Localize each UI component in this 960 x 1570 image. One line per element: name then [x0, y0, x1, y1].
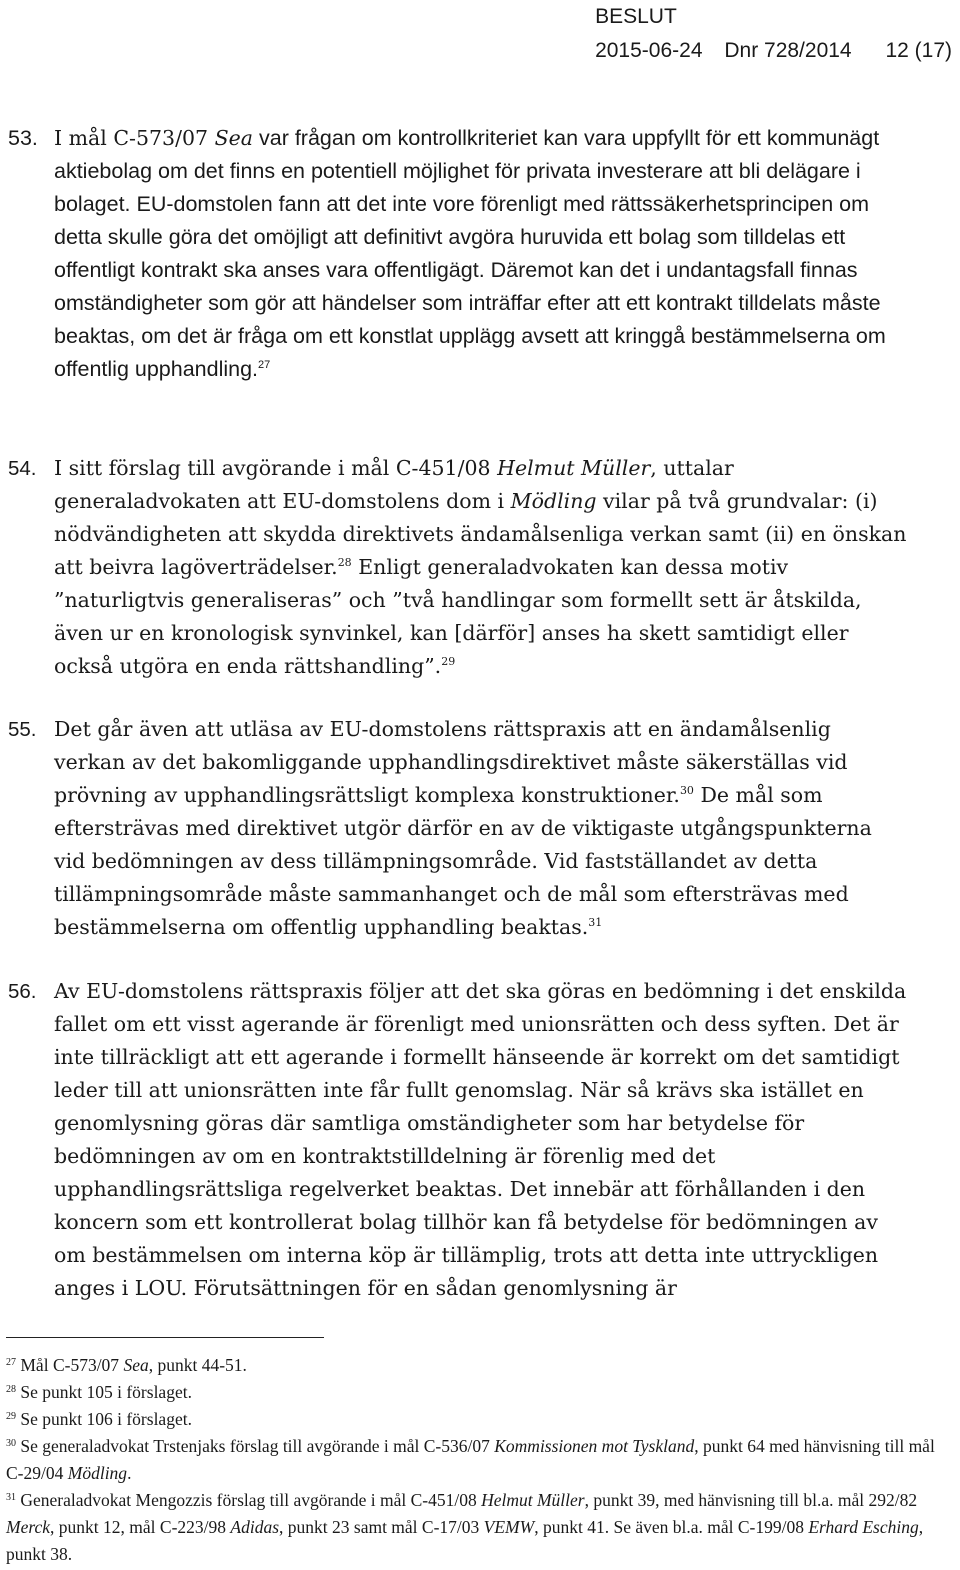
footnote-text: Mål C-573/07 — [20, 1355, 124, 1375]
text-segment: vilar på två grundvalar: (i) nödvändigheten att skydda direktivets ändamålsenliga verkan samt (ii) en önskan att beivra lagöverträdelser. — [54, 489, 907, 579]
footnote-ref[interactable]: 29 — [441, 655, 456, 668]
footnote-text: Generaladvokat Mengozzis förslag till avgörande i mål C-451/08 — [20, 1490, 482, 1510]
case-name: Mödling — [67, 1463, 128, 1483]
footnote-divider — [6, 1337, 324, 1338]
case-name: Sea — [123, 1355, 149, 1375]
footnote-ref[interactable]: 31 — [588, 916, 603, 929]
paragraph-number: 54. — [8, 457, 37, 480]
document-dnr: Dnr 728/2014 — [724, 39, 852, 62]
footnote-ref[interactable]: 30 — [679, 784, 694, 797]
footnote-31 — [6, 1487, 946, 1568]
paragraph-53 — [8, 122, 908, 386]
paragraph-text — [54, 122, 908, 386]
footnote-text: , punkt 64 med hänvisning till mål C-29/04 — [6, 1436, 935, 1483]
footnote-28 — [6, 1379, 946, 1406]
text-segment: Det går även att utläsa av EU-domstolens rättspraxis att en ändamålsenlig verkan av det bakomliggande upphandlingsdirektivet måste säkerställas vid prövning av upphandlingsrättsligt komplexa konstruktioner. — [54, 717, 848, 807]
footnote-text: Se punkt 106 i förslaget. — [20, 1409, 192, 1429]
document-date: 2015-06-24 — [595, 39, 703, 62]
footnote-number: 30 — [6, 1438, 16, 1449]
text-segment: I sitt förslag till avgörande i mål C-451/08 — [54, 456, 498, 480]
footnote-27 — [6, 1352, 946, 1379]
footnote-text: , punkt 38. — [6, 1517, 924, 1564]
case-name: Merck — [6, 1517, 51, 1537]
paragraph-55 — [8, 713, 908, 944]
paragraph-text — [54, 452, 908, 683]
paragraph-54 — [8, 452, 908, 683]
text-segment: Enligt generaladvokaten kan dessa motiv ”naturligtvis generaliseras” och ”två handlingar som formellt sett är åtskilda, även ur en kronologisk synvinkel, kan [därför] anses ha skett samtidigt eller också utgöra en enda rättshandling”. — [54, 555, 862, 678]
footnote-text: , punkt 12, mål C-223/98 — [50, 1517, 231, 1537]
footnote-number: 31 — [6, 1492, 16, 1503]
case-name: VEMW — [483, 1517, 535, 1537]
case-name: Kommissionen mot Tyskland — [494, 1436, 695, 1456]
paragraph-number: 56. — [8, 980, 37, 1003]
paragraph-56 — [8, 975, 908, 1305]
footnote-number: 29 — [6, 1411, 16, 1422]
footnote-number: 28 — [6, 1384, 16, 1395]
document-type: BESLUT — [595, 5, 677, 28]
footnote-text: . — [127, 1463, 132, 1483]
case-name: Mödling — [510, 489, 597, 513]
footnote-text: , punkt 41. Se även bl.a. mål C-199/08 — [534, 1517, 809, 1537]
text-segment: De mål som eftersträvas med direktivet utgör därför en av de viktigaste utgångspunkterna vid bedömningen av dess tillämpningsområde. Vid fastställandet av detta tillämpningsområde måste sammanhanget och de mål som eftersträvas med bestämmelserna om offentlig upphandling beaktas. — [54, 783, 872, 939]
case-name: Erhard Esching — [808, 1517, 919, 1537]
paragraph-number: 55. — [8, 718, 37, 741]
case-name: Helmut Müller — [481, 1490, 585, 1510]
text-segment: I mål C-573/07 — [54, 126, 215, 150]
footnote-ref[interactable]: 28 — [337, 556, 352, 569]
paragraph-number: 53. — [8, 126, 38, 150]
case-name: Helmut Müller — [497, 456, 651, 480]
text-segment: var frågan om kontrollkriteriet kan vara uppfyllt för ett kommunägt aktiebolag om det finns en potentiell möjlighet för privata investerare att bli delägare i bolaget. EU-domstolen fann att det inte vore förenligt med rättssäkerhetsprincipen om detta skulle göra det omöjligt att definitivt avgöra huruvida ett bolag som tilldelas ett offentligt kontrakt ska anses vara offentligägt. Däremot kan det i undantagsfall finnas omständigheter som gör att händelser som inträffar efter att ett kontrakt tilldelats måste beaktas, om det är fråga om ett konstlat upplägg avsett att kringgå bestämmelserna om offentlig upphandling. — [54, 126, 886, 381]
footnote-text: Se punkt 105 i förslaget. — [20, 1382, 192, 1402]
page-number: 12 (17) — [885, 39, 952, 62]
footnote-text: , punkt 39, med hänvisning till bl.a. mål 292/82 — [584, 1490, 918, 1510]
footnote-text: Se generaladvokat Trstenjaks förslag till avgörande i mål C-536/07 — [20, 1436, 495, 1456]
paragraph-text: Av EU-domstolens rättspraxis följer att det ska göras en bedömning i det enskilda fallet om ett visst agerande är förenligt med unionsrätten och dess syften. Det är inte tillräckligt att ett agerande i formellt hänseende är korrekt om det samtidigt leder till att unionsrätten inte får fullt genomslag. När så krävs ska istället en genomlysning göras där samtliga omständigheter som har betydelse för bedömningen av om en kontraktstilldelning är förenlig med det upphandlingsrättsliga regelverket beaktas. Det innebär att förhållanden i den koncern som ett kontrollerat bolag tillhör kan få betydelse för bedömningen av om bestämmelsen om interna köp är tillämplig, trots att detta inte uttryckligen anges i LOU. Förutsättningen för en sådan genomlysning är — [54, 979, 907, 1300]
footnote-30 — [6, 1433, 946, 1487]
footnotes — [6, 1352, 946, 1568]
footnote-number: 27 — [6, 1357, 16, 1368]
paragraph-text — [54, 713, 908, 944]
case-name: Adidas — [230, 1517, 280, 1537]
case-name: Sea — [214, 126, 254, 150]
footnote-ref[interactable]: 27 — [258, 359, 271, 371]
footnote-29 — [6, 1406, 946, 1433]
header-meta-line — [595, 34, 952, 68]
footnote-text: , punkt 23 samt mål C-17/03 — [279, 1517, 484, 1537]
document-header — [595, 0, 952, 68]
text-segment: , uttalar generaladvokaten att EU-domstolens dom i — [54, 456, 734, 513]
footnote-text: , punkt 44-51. — [148, 1355, 247, 1375]
